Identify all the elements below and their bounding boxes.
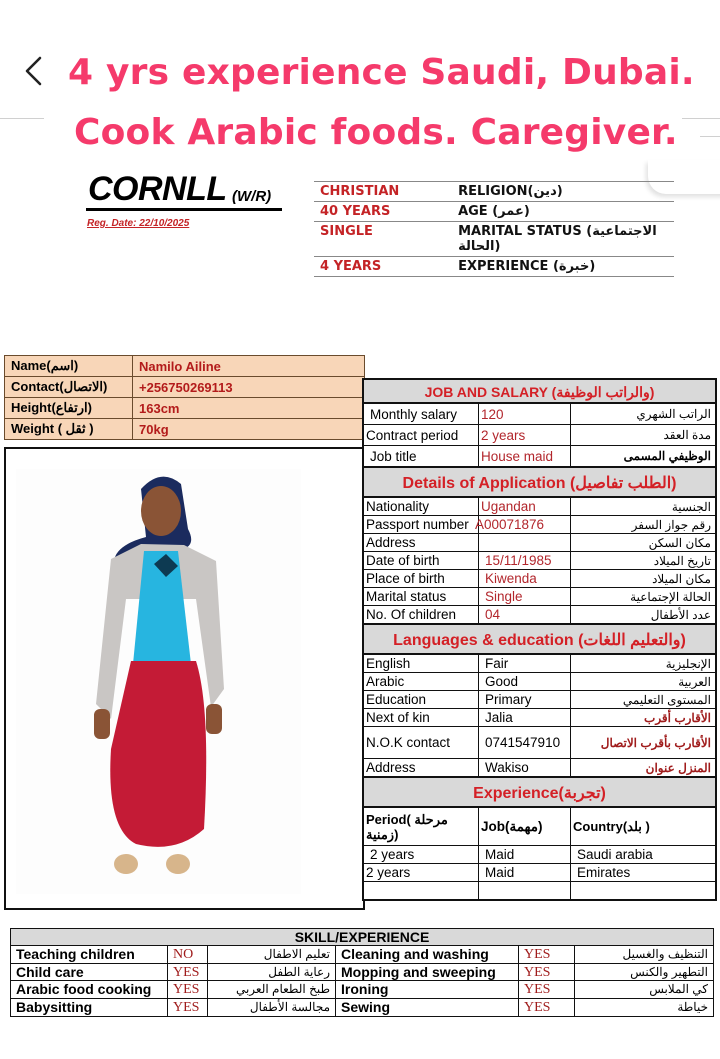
experience-header: Experience(تجربة) [364,777,715,808]
app-label: Date of birth [364,552,479,570]
application-table [364,498,715,624]
app-label: Marital status [364,588,479,606]
exp-job: Maid [479,864,571,882]
job-label: Monthly salary [364,404,479,425]
skills-header: SKILL/EXPERIENCE [11,929,713,946]
exp-job [479,882,571,899]
job-arabic: الوظيفي المسمى [571,446,715,467]
bio-label: Weight ( ثقل ) [5,419,133,440]
lang-label: Education [364,691,479,709]
lang-value: 0741547910 [479,727,571,759]
skill-label: Sewing [336,999,519,1017]
bio-label: Name(اسم) [5,356,133,377]
job-arabic: الراتب الشهري [571,404,715,425]
skill-value: YES [519,999,575,1017]
job-arabic: مدة العقد [571,425,715,446]
skill-label: Mopping and sweeping [336,964,519,982]
bio-label: Contact(الاتصال) [5,377,133,398]
summary-table [314,181,674,277]
exp-period: 2 years [364,864,479,882]
summary-label: RELIGION(دين) [452,182,674,202]
summary-row [314,202,674,222]
bio-value: 163cm [133,398,365,419]
candidate-photo [4,447,365,910]
skill-value: YES [519,946,575,964]
bio-value: Namilo Ailine [133,356,365,377]
lang-value: Primary [479,691,571,709]
app-label: Passport number [364,516,479,534]
details-panel [362,378,717,901]
lang-arabic: المنزل عنوان [571,759,715,777]
lang-arabic: المستوى التعليمي [571,691,715,709]
job-value: House maid [479,446,571,467]
skill-arabic: خياطة [677,999,708,1014]
summary-value: SINGLE [314,222,452,257]
job-label: Contract period [364,425,479,446]
app-value: A00071876 [473,516,571,534]
skill-arabic: التنظيف والغسيل [575,946,713,964]
skill-label: Arabic food cooking [11,981,168,999]
summary-label: AGE (عمر) [452,202,674,222]
app-arabic: رقم جواز السفر [571,516,715,534]
exp-period [364,882,479,899]
exp-col-country: Country(بلد ) [571,808,715,846]
exp-job: Maid [479,846,571,864]
lang-arabic: الأقارب أقرب [571,709,715,727]
app-arabic: مكان السكن [571,534,715,552]
app-value: 15/11/1985 [479,552,571,570]
experience-table [364,808,715,899]
chevron-left-icon[interactable] [22,54,46,88]
lang-arabic: العربية [571,673,715,691]
app-value: Single [479,588,571,606]
candidate-photo-illustration [6,449,365,910]
bio-value: +256750269113 [133,377,365,398]
app-arabic: مكان الميلاد [571,570,715,588]
agency-name: CORNLL [88,170,227,208]
skills-table [10,928,714,1017]
agency-suffix: (W/R) [232,188,272,205]
summary-value: CHRISTIAN [314,182,452,202]
app-value: 04 [479,606,571,624]
job-label: Job title [364,446,479,467]
app-arabic: الحالة الإجتماعية [571,588,715,606]
skill-value: NO [168,946,208,964]
skill-label: Babysitting [11,999,168,1017]
skill-value: YES [168,999,208,1017]
summary-row [314,182,674,202]
lang-arabic: الأقارب بأقرب الاتصال [571,727,715,759]
bio-label: Height(ارتفاع) [5,398,133,419]
app-arabic: الجنسية [571,498,715,516]
exp-country: Emirates [571,864,715,882]
exp-country [571,882,715,899]
skills-grid [11,946,713,1016]
job-salary-table [364,404,715,467]
app-label: Address [364,534,479,552]
headline-line-2: Cook Arabic foods. Caregiver. [74,112,678,153]
reg-date: Reg. Date: 22/10/2025 [87,218,190,229]
bio-row [5,398,365,419]
lang-label: English [364,655,479,673]
job-value: 2 years [479,425,571,446]
bio-table [4,355,365,440]
skill-arabic: مجالسة الأطفال [208,999,336,1017]
divider [0,118,44,119]
app-value: Kiwenda [479,570,571,588]
skill-value: YES [168,981,208,999]
skill-value: YES [519,964,575,982]
skill-label: Teaching children [11,946,168,964]
exp-col-job: Job(مهمة) [479,808,571,846]
lang-label: N.O.K contact [364,727,479,759]
skill-value: YES [168,964,208,982]
job-salary-header: JOB AND SALARY (والراتب الوظيفة) [364,380,715,404]
exp-col-period: Period( مرحلة زمنية) [364,808,479,846]
job-value: 120 [479,404,571,425]
summary-row [314,257,674,277]
app-label: No. Of children [364,606,479,624]
app-arabic: تاريخ الميلاد [571,552,715,570]
languages-header: Languages & education (والتعليم اللغات) [364,624,715,655]
summary-label: MARITAL STATUS (الاجتماعية الحالة) [452,222,674,257]
lang-value: Good [479,673,571,691]
skill-arabic: التطهير والكنس [575,964,713,982]
lang-label: Arabic [364,673,479,691]
app-label: Nationality [364,498,479,516]
summary-label: EXPERIENCE (خبرة) [452,257,674,277]
exp-country: Saudi arabia [571,846,715,864]
skill-arabic: كي الملابس [575,981,713,999]
app-arabic: عدد الأطفال [571,606,715,624]
app-label: Place of birth [364,570,479,588]
bio-row [5,377,365,398]
lang-value: Jalia [479,709,571,727]
application-header: Details of Application (الطلب تفاصيل) [364,467,715,498]
bio-row [5,356,365,377]
headline-line-1: 4 yrs experience Saudi, Dubai. [68,52,695,93]
languages-table [364,655,715,777]
bio-row [5,419,365,440]
skill-label: Ironing [336,981,519,999]
lang-value: Wakiso [479,759,571,777]
skill-arabic: رعاية الطفل [208,964,336,982]
skill-label: Child care [11,964,168,982]
bio-value: 70kg [133,419,365,440]
summary-row [314,222,674,257]
lang-label: Next of kin [364,709,479,727]
lang-value: Fair [479,655,571,673]
lang-arabic: الإنجليزية [571,655,715,673]
app-value [479,534,571,552]
exp-period: 2 years [364,846,479,864]
skill-value: YES [519,981,575,999]
summary-value: 40 YEARS [314,202,452,222]
app-value: Ugandan [479,498,571,516]
skill-label: Cleaning and washing [336,946,519,964]
agency-underline [86,208,282,211]
skill-arabic: طبخ الطعام العربي [208,981,336,999]
lang-label: Address [364,759,479,777]
summary-value: 4 YEARS [314,257,452,277]
skill-arabic: تعليم الاطفال [208,946,336,964]
